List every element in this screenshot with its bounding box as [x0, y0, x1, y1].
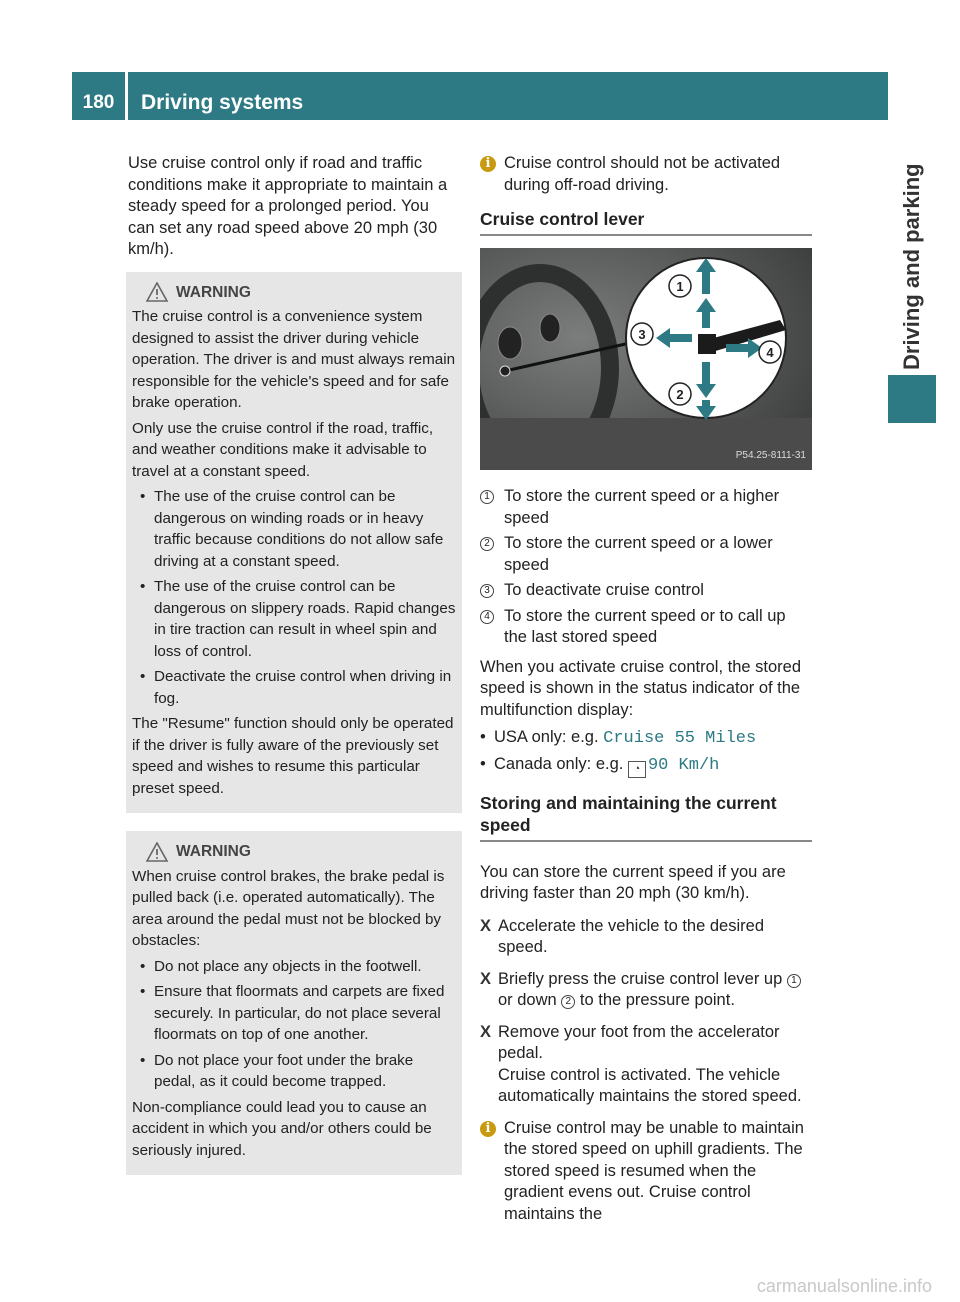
side-tab-label: Driving and parking	[899, 163, 924, 370]
warning-label: WARNING	[176, 843, 251, 860]
lever-illustration	[480, 248, 812, 470]
legend-item: 2 To store the current speed or a lower speed	[480, 533, 812, 576]
step-arrow-icon: X	[480, 969, 492, 988]
right-column	[480, 153, 812, 1237]
callout-2: 2	[676, 387, 684, 402]
bullet-item: • The use of the cruise control can be dangerous on slippery roads. Rapid changes in tire traction can result in wheel spin and loss of control.	[140, 578, 456, 660]
header-divider	[125, 72, 128, 120]
display-text: Cruise 55 Miles	[603, 729, 757, 748]
cruise-control-gauge-icon: ◔	[628, 761, 646, 778]
left-column	[128, 153, 460, 1193]
section-heading: Cruise control lever	[480, 208, 812, 236]
bullet-item: • Ensure that floormats and carpets are fixed securely. In particular, do not place several floormats on top of one another.	[140, 983, 445, 1043]
legend-item: 3 To deactivate cruise control	[480, 580, 812, 602]
warning-label: WARNING	[176, 283, 251, 301]
legend-item: 4 To store the current speed or to call up the last stored speed	[480, 606, 812, 649]
section-title: Driving systems	[141, 91, 304, 114]
info-note: i Cruise control may be unable to maintain the stored speed on uphill gradients. The stored speed is resumed when the gradient evens out. Cruise control maintains the	[480, 1118, 812, 1226]
callout-3: 3	[638, 327, 646, 342]
bullet-item: • USA only: e.g. Cruise 55 Miles	[480, 728, 757, 748]
intro-paragraph: Use cruise control only if road and traffic conditions make it appropriate to maintain a steady speed for a prolonged period. You can set any road speed above 20 mph (30 km/h).	[128, 154, 448, 258]
instruction-step: X Accelerate the vehicle to the desired speed.	[480, 916, 812, 959]
legend-item: 1 To store the current speed or a higher speed	[480, 486, 812, 529]
warning-text: Only use the cruise control if the road, traffic, and weather conditions make it advisable to travel at a constant speed.	[132, 419, 434, 480]
bullet-item: • Do not place any objects in the footwell.	[140, 957, 422, 975]
side-tab-marker	[888, 375, 936, 423]
bullet-item: • Do not place your foot under the brake pedal, as it could become trapped.	[140, 1051, 414, 1090]
callout-4: 4	[766, 345, 774, 360]
warning-box-1	[126, 272, 462, 814]
section-heading: Storing and maintaining the current speed	[480, 792, 812, 842]
warning-triangle-icon	[146, 842, 168, 862]
bullet-item: • Deactivate the cruise control when driving in fog.	[140, 668, 452, 707]
bullet-item: • Canada only: e.g. ◔ 90 Km/h	[480, 754, 812, 778]
page-number: 180	[82, 92, 115, 113]
warning-text: The "Resume" function should only be operated if the driver is fully aware of the previously set speed and wishes to resume this particular preset speed.	[132, 715, 454, 797]
store-intro: You can store the current speed if you are driving faster than 20 mph (30 km/h).	[480, 862, 786, 902]
step-arrow-icon: X	[480, 916, 492, 935]
bullet-item: • The use of the cruise control can be dangerous on winding roads or in heavy traffic because conditions do not allow safe driving at a constant speed.	[140, 488, 444, 570]
info-note: i Cruise control should not be activated during off-road driving.	[480, 153, 812, 196]
cruise-control-lever-photo	[480, 248, 812, 470]
watermark: carmanualsonline.info	[756, 1276, 932, 1296]
photo-code: P54.25-8111-31	[735, 449, 806, 461]
instruction-step: X Briefly press the cruise control lever up 1 or down 2 to the pressure point.	[480, 969, 812, 1012]
warning-triangle-icon	[146, 282, 168, 302]
display-text: 90 Km/h	[647, 755, 720, 775]
instruction-step: X Remove your foot from the accelerator pedal. Cruise control is activated. The vehicle automatically maintains the stored speed.	[480, 1022, 812, 1108]
callout-1: 1	[676, 279, 684, 294]
info-icon: i	[480, 156, 496, 172]
step-arrow-icon: X	[480, 1022, 492, 1041]
warning-text: When cruise control brakes, the brake pedal is pulled back (i.e. operated automatically). The area around the pedal must not be blocked by obstacles:	[132, 867, 445, 949]
status-intro: When you activate cruise control, the stored speed is shown in the status indicator of the multifunction display:	[480, 657, 801, 719]
warning-text: Non-compliance could lead you to cause an accident in which you and/or others could be seriously injured.	[132, 1098, 432, 1159]
info-icon: i	[480, 1121, 496, 1137]
warning-text: The cruise control is a convenience system designed to assist the driver during vehicle operation. The driver is and must always remain responsible for the vehicle's speed and for safe brake operation.	[132, 308, 456, 411]
warning-box-2	[126, 831, 462, 1175]
